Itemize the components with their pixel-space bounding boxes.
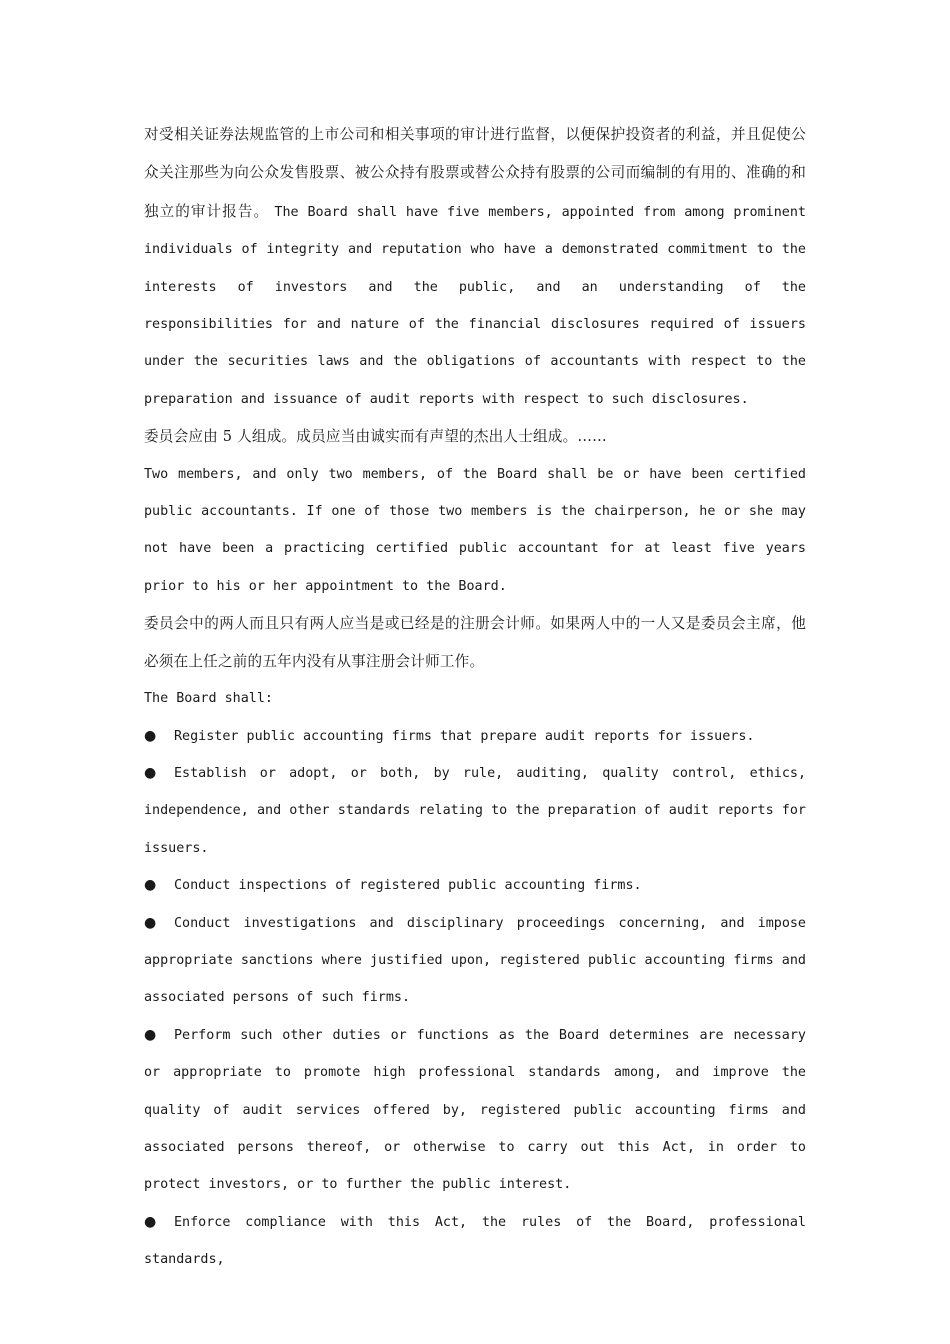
bullet-icon: ●: [144, 764, 157, 781]
bullet-item: [144, 718, 806, 755]
paragraph-cpa-members-chinese: 委员会中的两人而且只有两人应当是或已经是的注册会计师。如果两人中的一人又是委员会主席，他必须在上任之前的五年内没有从事注册会计师工作。: [144, 615, 806, 670]
paragraph-oversight: [144, 116, 806, 418]
paragraph-cpa-members-english: Two members, and only two members, of the Board shall be or have been certified public accountants. If one of those two members is the chairperson, he or she may not have been a practicing certified public accountant for at least five years prior to his or her appointment to the Board.: [144, 466, 806, 594]
bullet-icon: ●: [144, 1213, 157, 1230]
bullet-item: [144, 1204, 806, 1279]
bullet-item-text: Conduct inspections of registered public accounting firms.: [174, 878, 642, 894]
bullet-item-text: Enforce compliance with this Act, the rules of the Board, professional standards,: [144, 1214, 806, 1268]
bullet-item-text: Register public accounting firms that prepare audit reports for issuers.: [174, 728, 755, 744]
bullet-item: [144, 755, 806, 867]
bullet-item: [144, 905, 806, 1017]
document-body: [144, 116, 806, 1279]
paragraph-board-members-english: The Board shall have five members, appointed from among prominent individuals of integrity and reputation who have a demonstrated commitment to the interests of investors and the public, and an understanding of the responsibilities for and nature of the financial disclosures required of issuers under the securities laws and the obligations of accountants with respect to the preparation and issuance of audit reports with respect to such disclosures.: [144, 204, 806, 407]
bullet-icon: ●: [144, 877, 157, 894]
bullet-item-text: Conduct investigations and disciplinary proceedings concerning, and impose appropriate sanctions where justified upon, registered public accounting firms and associated persons of such firms.: [144, 915, 806, 1006]
bullet-item: [144, 1017, 806, 1204]
bullet-icon: ●: [144, 727, 157, 744]
paragraph-board-members-chinese: 委员会应由 5 人组成。成员应当由诚实而有声望的杰出人士组成。……: [144, 428, 607, 446]
paragraph-oversight-chinese: 对受相关证券法规监管的上市公司和相关事项的审计进行监督，以便保护投资者的利益，并且促使公众关注那些为向公众发售股票、被公众持有股票或替公众持有股票的公司而编制的有用的、准确的和独立的审计报告。: [144, 126, 806, 220]
bullet-icon: ●: [144, 1026, 157, 1043]
bullet-item-text: Perform such other duties or functions as the Board determines are necessary or appropriate to promote high professional standards among, and improve the quality of audit services offered by, registered public accounting firms and associated persons thereof, or otherwise to carry out this Act, in order to protect investors, or to further the public interest.: [144, 1027, 806, 1193]
paragraph-board-shall: The Board shall:: [144, 691, 273, 707]
bullet-item-text: Establish or adopt, or both, by rule, auditing, quality control, ethics, independence, and other standards relating to the preparation of audit reports for issuers.: [144, 765, 806, 856]
bullet-item: [144, 867, 806, 904]
bullet-icon: ●: [144, 914, 157, 931]
